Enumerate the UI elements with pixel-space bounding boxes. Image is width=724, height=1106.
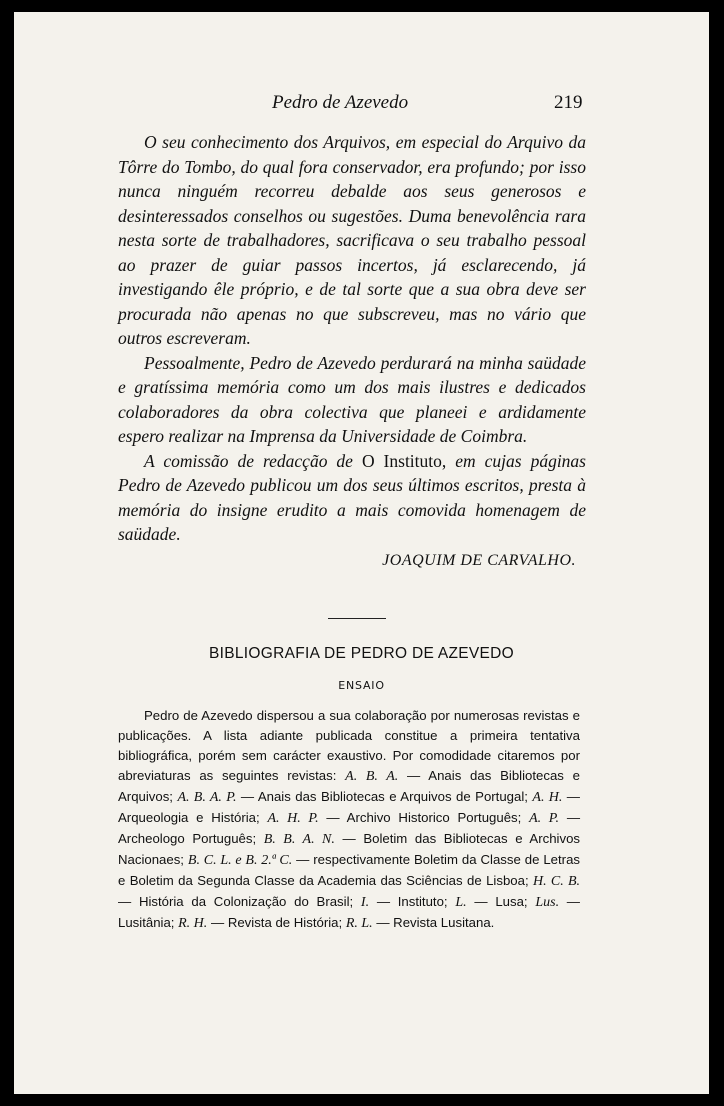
section-divider	[328, 618, 386, 619]
abbreviation-dash: —	[207, 915, 228, 930]
abbreviation-name: Anais das Bibliotecas e Arquivos de Portugal;	[257, 789, 533, 804]
abbreviation-code: A. B. A. P.	[177, 790, 237, 805]
abbreviation-entry	[118, 852, 580, 888]
author-signature: JOAQUIM DE CARVALHO.	[382, 551, 576, 569]
tribute-text	[118, 130, 586, 573]
page-header	[14, 92, 709, 118]
abbreviation-dash: —	[318, 810, 347, 825]
abbreviation-entry	[178, 915, 346, 930]
abbreviation-dash: —	[398, 768, 429, 783]
tribute-paragraph-3-start: A comissão de redacção de	[144, 450, 362, 471]
journal-title: O Instituto,	[361, 450, 447, 471]
abbreviation-name: Instituto;	[397, 894, 456, 909]
bibliography-title: BIBLIOGRAFIA DE PEDRO DE AZEVEDO	[208, 645, 515, 662]
abbreviation-entry	[361, 894, 455, 909]
abbreviation-name: Revista de História;	[227, 915, 346, 930]
running-head: Pedro de Azevedo	[272, 92, 409, 113]
bibliography-intro	[118, 706, 580, 934]
abbreviation-dash: —	[369, 894, 398, 909]
abbreviation-name: Arqueologia e História;	[118, 810, 268, 825]
abbreviation-code: A. B. A.	[345, 769, 399, 784]
bibliography-subtitle: ENSAIO	[338, 679, 385, 692]
bibliography-intro-paragraph	[118, 706, 580, 934]
abbreviation-dash: —	[292, 852, 314, 867]
abbreviation-code: L.	[455, 895, 467, 910]
abbreviation-code: Lus.	[535, 895, 560, 910]
abbreviation-entry	[455, 894, 535, 909]
abbreviation-code: I.	[360, 895, 370, 910]
abbreviation-name: Revista Lusitana.	[393, 915, 495, 930]
abbreviation-entry	[267, 810, 529, 825]
abbreviation-name: Lusa;	[495, 894, 536, 909]
abbreviation-name: Anais das Bibliotecas e Arquivos;	[118, 768, 580, 804]
abbreviation-name: Boletim das Bibliotecas e Archivos Nacionaes;	[118, 831, 580, 867]
abbreviation-name: respectivamente Boletim da Classe de Letras e Boletim da Segunda Classe da Academia das Sciências de Lisboa;	[118, 852, 580, 888]
abbreviation-dash: —	[562, 789, 580, 804]
abbreviation-code: R. H.	[178, 916, 208, 931]
abbreviation-list	[118, 768, 580, 930]
abbreviation-code: B. B. A. N.	[263, 832, 335, 847]
tribute-paragraph-3	[118, 449, 586, 547]
abbreviation-name: Archeologo Português;	[118, 831, 264, 846]
abbreviation-entry	[177, 789, 532, 804]
page-number: 219	[554, 92, 583, 113]
abbreviation-dash: —	[372, 915, 394, 930]
abbreviation-name: Archivo Historico Português;	[346, 810, 530, 825]
abbreviation-dash: —	[466, 894, 496, 909]
abbreviation-code: B. C. L. e B. 2.ª C.	[187, 853, 293, 868]
abbreviation-code: A. P.	[529, 811, 560, 826]
tribute-paragraph-2: Pessoalmente, Pedro de Azevedo perdurará na minha saüdade e gratíssima memória como um dos mais ilustres e dedicados colaboradores da obra colectiva que planeei e ardidamente espero realizar na Imprensa da Universidade de Coimbra.	[118, 352, 586, 446]
tribute-paragraph-1: O seu conhecimento dos Arquivos, em especial do Arquivo da Tôrre do Tombo, do qual fora conservador, era profundo; por isso nunca ninguém recorreu debalde aos seus generosos e desinteressados conselhos ou sugestões. Duma benevolência rara nesta sorte de trabalhadores, sacrificava o seu trabalho pessoal ao prazer de guiar passos incertos, já esclarecendo, já investigando êle próprio, e de tal sorte que a sua obra deve ser procurada não apenas no que subscreveu, mas no vário que outros escreveram.	[118, 132, 586, 348]
book-page	[14, 12, 709, 1094]
abbreviation-code: A. H. P.	[267, 811, 319, 826]
abbreviation-name: História da Colonização do Brasil;	[138, 894, 361, 909]
intro-text: Pedro de Azevedo dispersou a sua colaboração por numerosas revistas e publicações. A lista adiante publicada constitue a primeira tentativa bibliográfica, porém sem carácter exaustivo. Por comodidade citaremos por abreviaturas as seguintes revistas:	[118, 708, 580, 783]
abbreviation-code: A. H.	[532, 790, 563, 805]
abbreviation-dash: —	[334, 831, 364, 846]
abbreviation-name: Lusitânia;	[118, 915, 179, 930]
abbreviation-entry	[346, 915, 495, 930]
abbreviation-dash: —	[236, 789, 258, 804]
abbreviation-code: R. L.	[345, 916, 373, 931]
abbreviation-code: H. C. B.	[533, 874, 580, 889]
abbreviation-dash: —	[559, 810, 581, 825]
tribute-paragraph-3-end: em cujas páginas Pedro de Azevedo publicou um dos seus últimos escritos, presta à memória do insigne erudito a mais comovida homenagem de saüdade.	[118, 450, 586, 544]
abbreviation-dash: —	[559, 894, 580, 909]
abbreviation-dash: —	[118, 894, 139, 909]
